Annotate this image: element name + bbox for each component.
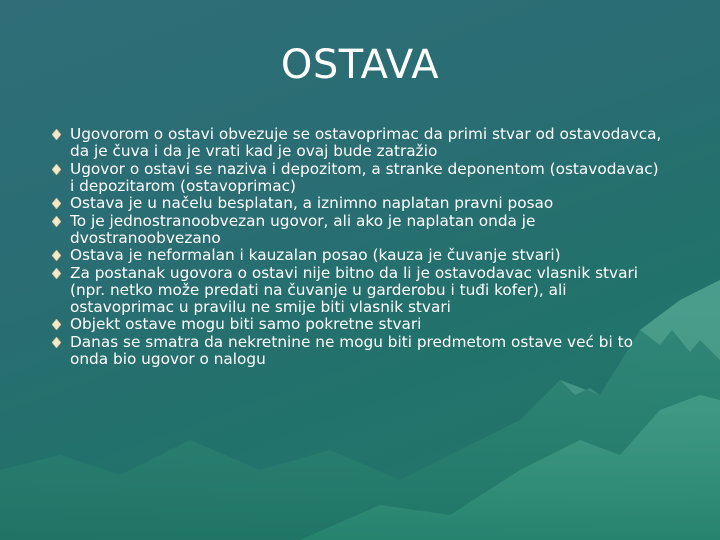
diamond-bullet-icon <box>52 129 61 140</box>
diamond-bullet-icon <box>52 250 61 261</box>
diamond-bullet-icon <box>52 198 61 209</box>
bullet-text: Ugovorom o ostavi obvezuje se ostavoprimac da primi stvar od ostavodavca, da je čuva i da je vrati kad je ovaj bude zatražio <box>70 125 662 160</box>
bullet-text: Ostava je neformalan i kauzalan posao (kauza je čuvanje stvari) <box>70 246 561 264</box>
diamond-bullet-icon <box>52 164 61 175</box>
bullet-text: Danas se smatra da nekretnine ne mogu biti predmetom ostave već bi to onda bio ugovor o nalogu <box>70 332 633 368</box>
diamond-bullet-icon <box>52 337 61 348</box>
bullet-item <box>52 195 662 212</box>
bullet-item <box>52 126 662 160</box>
bullet-item <box>52 316 662 333</box>
bullet-text: To je jednostranoobvezan ugovor, ali ako je naplatan onda je dvostranoobvezano <box>70 211 536 247</box>
bullet-item <box>52 265 662 316</box>
diamond-bullet-icon <box>52 268 61 279</box>
bullet-text: Za postanak ugovora o ostavi nije bitno da li je ostavodavac vlasnik stvari (npr. netko može predati na čuvanje u garderobu i tuđi kofer), ali ostavoprimac u pravilu ne smije biti vlasnik stvari <box>70 263 639 316</box>
bullet-item <box>52 213 662 247</box>
diamond-bullet-icon <box>52 319 61 330</box>
bullet-list <box>52 126 662 368</box>
bullet-text: Ostava je u načelu besplatan, a iznimno naplatan pravni posao <box>70 194 554 212</box>
slide-title: OSTAVA <box>280 42 440 88</box>
bullet-text: Ugovor o ostavi se naziva i depozitom, a stranke deponentom (ostavodavac) i depozitarom (ostavoprimac) <box>70 159 659 195</box>
bullet-item <box>52 161 662 195</box>
diamond-bullet-icon <box>52 216 61 227</box>
bullet-item <box>52 247 662 264</box>
bullet-text: Objekt ostave mogu biti samo pokretne stvari <box>70 315 422 333</box>
bullet-item <box>52 334 662 368</box>
